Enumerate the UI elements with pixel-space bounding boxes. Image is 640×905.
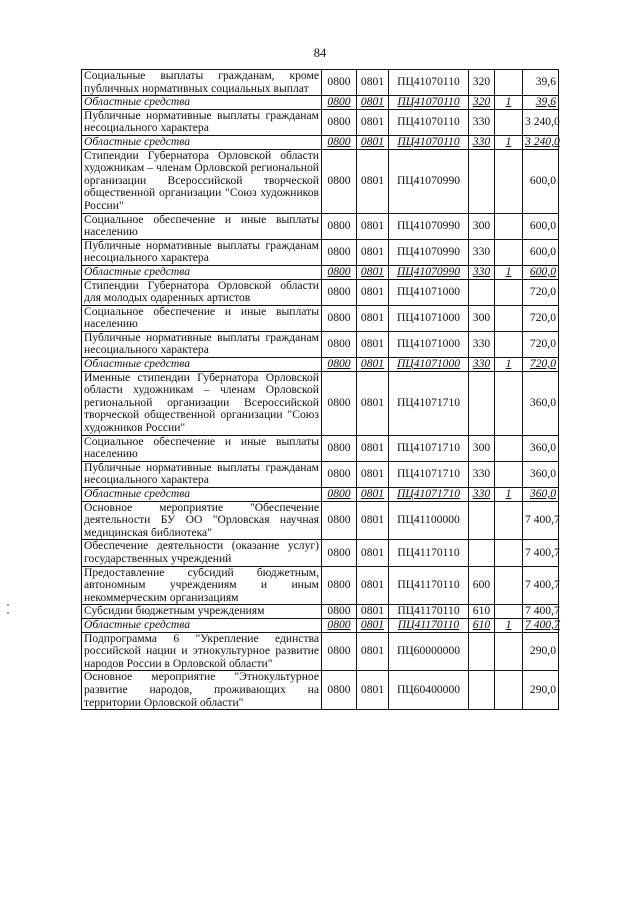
table-row <box>82 566 559 605</box>
amount-cell: 7 400,7 <box>523 605 559 619</box>
amount-cell: 720,0 <box>523 305 559 331</box>
row-name-cell: Областные средства <box>82 265 322 279</box>
amount-cell: 39,6 <box>523 70 559 96</box>
funding-source-cell: 1 <box>495 265 523 279</box>
expense-type-cell: 610 <box>469 618 495 632</box>
funding-source-cell <box>495 305 523 331</box>
amount-cell: 600,0 <box>523 149 559 213</box>
target-article-cell: ПЦ41071000 <box>389 331 469 357</box>
expense-type-cell: 330 <box>469 109 495 135</box>
row-name-cell: Социальное обеспечение и иные выплаты населению <box>82 213 322 239</box>
funding-source-cell <box>495 109 523 135</box>
table-row <box>82 435 559 461</box>
funding-source-cell: 1 <box>495 488 523 502</box>
subsection-code-cell: 0801 <box>357 305 389 331</box>
funding-source-cell <box>495 540 523 566</box>
funding-source-cell: 1 <box>495 135 523 149</box>
funding-source-cell <box>495 70 523 96</box>
funding-source-cell: 1 <box>495 358 523 372</box>
row-name-cell: Основное мероприятие "Обеспечение деятельности БУ ОО "Орловская научная медицинская библиотека" <box>82 501 322 540</box>
amount-cell: 290,0 <box>523 671 559 710</box>
funding-source-cell <box>495 566 523 605</box>
row-name-cell: Областные средства <box>82 488 322 502</box>
expense-type-cell <box>469 149 495 213</box>
target-article-cell: ПЦ41071710 <box>389 488 469 502</box>
expense-type-cell <box>469 671 495 710</box>
subsection-code-cell: 0801 <box>357 435 389 461</box>
subsection-code-cell: 0801 <box>357 371 389 435</box>
funding-source-cell <box>495 149 523 213</box>
subsection-code-cell: 0801 <box>357 358 389 372</box>
amount-cell: 7 400,7 <box>523 618 559 632</box>
section-code-cell: 0800 <box>322 618 357 632</box>
section-code-cell: 0800 <box>322 671 357 710</box>
expense-type-cell: 330 <box>469 358 495 372</box>
subsection-code-cell: 0801 <box>357 213 389 239</box>
section-code-cell: 0800 <box>322 279 357 305</box>
subsection-code-cell: 0801 <box>357 96 389 110</box>
target-article-cell: ПЦ60000000 <box>389 632 469 671</box>
target-article-cell: ПЦ41170110 <box>389 605 469 619</box>
target-article-cell: ПЦ41070990 <box>389 149 469 213</box>
table-row <box>82 331 559 357</box>
funding-source-cell <box>495 239 523 265</box>
target-article-cell: ПЦ41070990 <box>389 239 469 265</box>
subsection-code-cell: 0801 <box>357 265 389 279</box>
funding-source-cell <box>495 461 523 487</box>
target-article-cell: ПЦ41070110 <box>389 109 469 135</box>
row-name-cell: Публичные нормативные выплаты гражданам несоциального характера <box>82 461 322 487</box>
amount-cell: 3 240,0 <box>523 109 559 135</box>
table-row <box>82 501 559 540</box>
section-code-cell: 0800 <box>322 305 357 331</box>
table-row <box>82 305 559 331</box>
scan-mark <box>7 604 9 606</box>
section-code-cell: 0800 <box>322 135 357 149</box>
section-code-cell: 0800 <box>322 605 357 619</box>
amount-cell: 600,0 <box>523 213 559 239</box>
subsection-code-cell: 0801 <box>357 135 389 149</box>
row-name-cell: Публичные нормативные выплаты гражданам несоциального характера <box>82 109 322 135</box>
row-name-cell: Социальные выплаты гражданам, кроме публичных нормативных социальных выплат <box>82 70 322 96</box>
expense-type-cell: 300 <box>469 435 495 461</box>
section-code-cell: 0800 <box>322 331 357 357</box>
section-code-cell: 0800 <box>322 566 357 605</box>
table-row <box>82 540 559 566</box>
table-row <box>82 358 559 372</box>
section-code-cell: 0800 <box>322 371 357 435</box>
section-code-cell: 0800 <box>322 239 357 265</box>
scan-mark <box>7 612 9 614</box>
subsection-code-cell: 0801 <box>357 501 389 540</box>
budget-table-body <box>82 70 559 710</box>
expense-type-cell: 330 <box>469 461 495 487</box>
amount-cell: 720,0 <box>523 358 559 372</box>
subsection-code-cell: 0801 <box>357 605 389 619</box>
subsection-code-cell: 0801 <box>357 671 389 710</box>
subsection-code-cell: 0801 <box>357 632 389 671</box>
row-name-cell: Социальное обеспечение и иные выплаты населению <box>82 305 322 331</box>
row-name-cell: Субсидии бюджетным учреждениям <box>82 605 322 619</box>
subsection-code-cell: 0801 <box>357 279 389 305</box>
funding-source-cell: 1 <box>495 96 523 110</box>
table-row <box>82 109 559 135</box>
amount-cell: 720,0 <box>523 331 559 357</box>
funding-source-cell <box>495 632 523 671</box>
row-name-cell: Стипендии Губернатора Орловской области для молодых одаренных артистов <box>82 279 322 305</box>
expense-type-cell: 600 <box>469 566 495 605</box>
subsection-code-cell: 0801 <box>357 461 389 487</box>
row-name-cell: Областные средства <box>82 358 322 372</box>
section-code-cell: 0800 <box>322 501 357 540</box>
target-article-cell: ПЦ41071710 <box>389 435 469 461</box>
expense-type-cell: 610 <box>469 605 495 619</box>
subsection-code-cell: 0801 <box>357 109 389 135</box>
row-name-cell: Публичные нормативные выплаты гражданам несоциального характера <box>82 239 322 265</box>
amount-cell: 3 240,0 <box>523 135 559 149</box>
expense-type-cell: 330 <box>469 135 495 149</box>
section-code-cell: 0800 <box>322 149 357 213</box>
page-number: 84 <box>313 46 327 60</box>
amount-cell: 600,0 <box>523 239 559 265</box>
funding-source-cell <box>495 213 523 239</box>
expense-type-cell <box>469 279 495 305</box>
target-article-cell: ПЦ60400000 <box>389 671 469 710</box>
amount-cell: 7 400,7 <box>523 566 559 605</box>
target-article-cell: ПЦ41071000 <box>389 358 469 372</box>
target-article-cell: ПЦ41170110 <box>389 618 469 632</box>
section-code-cell: 0800 <box>322 632 357 671</box>
funding-source-cell <box>495 435 523 461</box>
section-code-cell: 0800 <box>322 109 357 135</box>
expense-type-cell: 320 <box>469 70 495 96</box>
subsection-code-cell: 0801 <box>357 540 389 566</box>
target-article-cell: ПЦ41170110 <box>389 540 469 566</box>
amount-cell: 360,0 <box>523 461 559 487</box>
row-name-cell: Областные средства <box>82 96 322 110</box>
amount-cell: 290,0 <box>523 632 559 671</box>
table-row <box>82 605 559 619</box>
table-row <box>82 371 559 435</box>
amount-cell: 360,0 <box>523 435 559 461</box>
target-article-cell: ПЦ41070990 <box>389 265 469 279</box>
target-article-cell: ПЦ41071000 <box>389 305 469 331</box>
table-row <box>82 239 559 265</box>
target-article-cell: ПЦ41071000 <box>389 279 469 305</box>
subsection-code-cell: 0801 <box>357 149 389 213</box>
section-code-cell: 0800 <box>322 435 357 461</box>
row-name-cell: Основное мероприятие "Этнокультурное развитие народов, проживающих на территории Орловской области" <box>82 671 322 710</box>
expense-type-cell: 300 <box>469 213 495 239</box>
expense-type-cell: 320 <box>469 96 495 110</box>
budget-table <box>81 69 559 710</box>
table-row <box>82 461 559 487</box>
expense-type-cell <box>469 371 495 435</box>
row-name-cell: Подпрограмма 6 "Укрепление единства российской нации и этнокультурное развитие народов России в Орловской области" <box>82 632 322 671</box>
target-article-cell: ПЦ41070110 <box>389 135 469 149</box>
subsection-code-cell: 0801 <box>357 331 389 357</box>
row-name-cell: Публичные нормативные выплаты гражданам несоциального характера <box>82 331 322 357</box>
subsection-code-cell: 0801 <box>357 239 389 265</box>
section-code-cell: 0800 <box>322 96 357 110</box>
amount-cell: 600,0 <box>523 265 559 279</box>
row-name-cell: Обеспечение деятельности (оказание услуг) государственных учреждений <box>82 540 322 566</box>
section-code-cell: 0800 <box>322 265 357 279</box>
funding-source-cell <box>495 605 523 619</box>
table-row <box>82 213 559 239</box>
expense-type-cell <box>469 501 495 540</box>
funding-source-cell <box>495 501 523 540</box>
subsection-code-cell: 0801 <box>357 70 389 96</box>
target-article-cell: ПЦ41100000 <box>389 501 469 540</box>
funding-source-cell <box>495 279 523 305</box>
target-article-cell: ПЦ41170110 <box>389 566 469 605</box>
row-name-cell: Именные стипендии Губернатора Орловской области художникам – членам Орловской региональной организации Всероссийской творческой общественной организации "Союз художников России" <box>82 371 322 435</box>
section-code-cell: 0800 <box>322 70 357 96</box>
expense-type-cell <box>469 632 495 671</box>
subsection-code-cell: 0801 <box>357 566 389 605</box>
amount-cell: 720,0 <box>523 279 559 305</box>
row-name-cell: Стипендии Губернатора Орловской области художникам – членам Орловской региональной организации Всероссийской творческой общественной организации "Союз художников России" <box>82 149 322 213</box>
row-name-cell: Предоставление субсидий бюджетным, автономным учреждениям и иным некоммерческим организациям <box>82 566 322 605</box>
row-name-cell: Областные средства <box>82 618 322 632</box>
table-row <box>82 632 559 671</box>
amount-cell: 7 400,7 <box>523 501 559 540</box>
subsection-code-cell: 0801 <box>357 618 389 632</box>
table-row <box>82 279 559 305</box>
target-article-cell: ПЦ41071710 <box>389 371 469 435</box>
target-article-cell: ПЦ41071710 <box>389 461 469 487</box>
row-name-cell: Областные средства <box>82 135 322 149</box>
section-code-cell: 0800 <box>322 461 357 487</box>
expense-type-cell: 330 <box>469 239 495 265</box>
expense-type-cell: 330 <box>469 331 495 357</box>
funding-source-cell <box>495 371 523 435</box>
target-article-cell: ПЦ41070990 <box>389 213 469 239</box>
funding-source-cell <box>495 671 523 710</box>
funding-source-cell: 1 <box>495 618 523 632</box>
target-article-cell: ПЦ41070110 <box>389 96 469 110</box>
row-name-cell: Социальное обеспечение и иные выплаты населению <box>82 435 322 461</box>
table-row <box>82 618 559 632</box>
table-row <box>82 265 559 279</box>
table-row <box>82 70 559 96</box>
expense-type-cell <box>469 540 495 566</box>
amount-cell: 360,0 <box>523 488 559 502</box>
section-code-cell: 0800 <box>322 213 357 239</box>
amount-cell: 39,6 <box>523 96 559 110</box>
amount-cell: 360,0 <box>523 371 559 435</box>
target-article-cell: ПЦ41070110 <box>389 70 469 96</box>
section-code-cell: 0800 <box>322 540 357 566</box>
expense-type-cell: 330 <box>469 488 495 502</box>
table-row <box>82 488 559 502</box>
subsection-code-cell: 0801 <box>357 488 389 502</box>
table-row <box>82 96 559 110</box>
expense-type-cell: 330 <box>469 265 495 279</box>
expense-type-cell: 300 <box>469 305 495 331</box>
table-row <box>82 149 559 213</box>
amount-cell: 7 400,7 <box>523 540 559 566</box>
section-code-cell: 0800 <box>322 488 357 502</box>
table-row <box>82 671 559 710</box>
funding-source-cell <box>495 331 523 357</box>
table-row <box>82 135 559 149</box>
section-code-cell: 0800 <box>322 358 357 372</box>
